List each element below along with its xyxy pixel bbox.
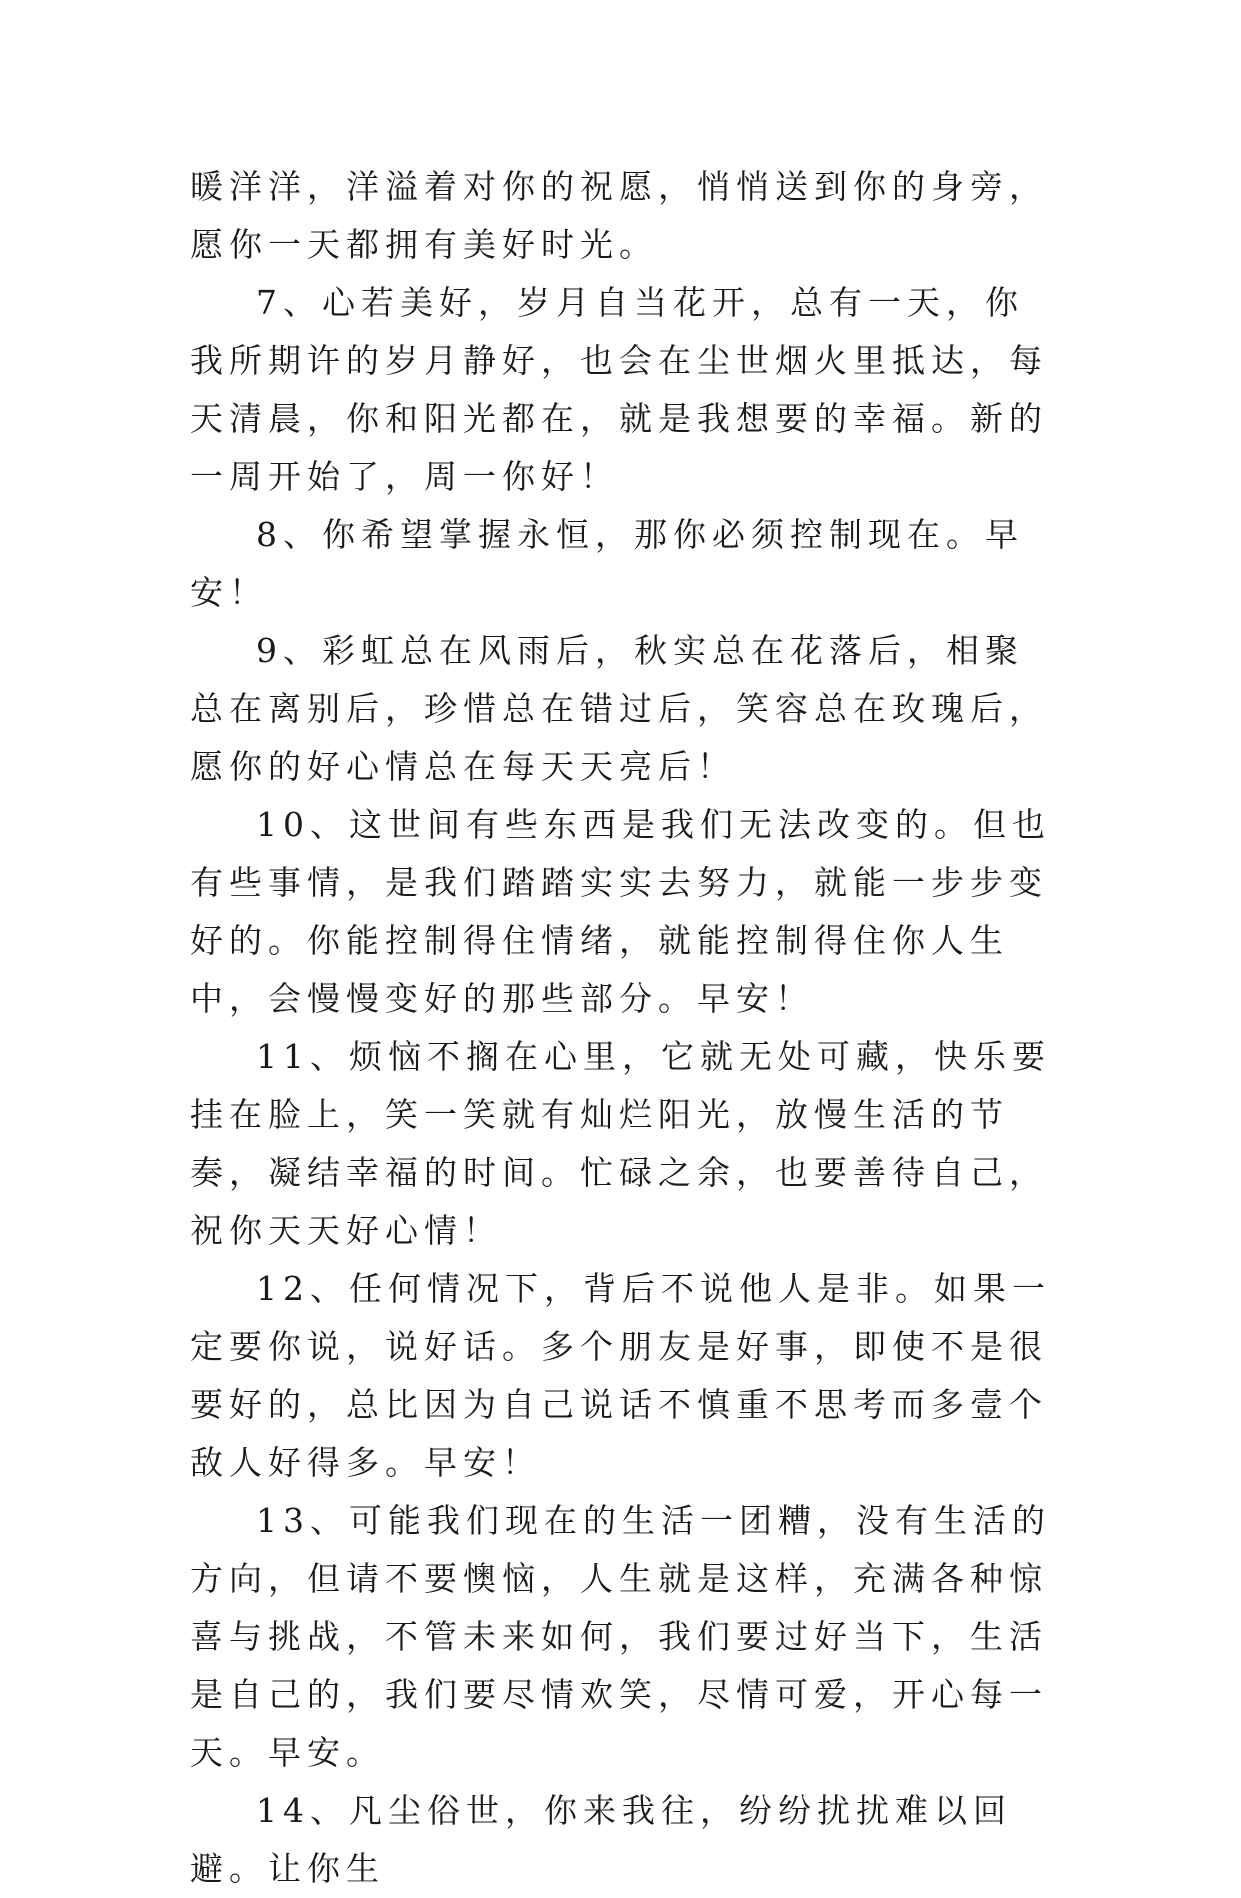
document-body [190,158,1060,1898]
paragraph-item-12: 12、任何情况下，背后不说他人是非。如果一定要你说，说好话。多个朋友是好事，即使不是很要好的，总比因为自己说话不慎重不思考而多壹个敌人好得多。早安！ [190,1269,1051,1482]
paragraph-item-7: 7、心若美好，岁月自当花开，总有一天，你我所期许的岁月静好，也会在尘世烟火里抵达，每天清晨，你和阳光都在，就是我想要的幸福。新的一周开始了，周一你好！ [190,283,1048,496]
paragraph-item-14: 14、凡尘俗世，你来我往，纷纷扰扰难以回避。让你生 [190,1791,1012,1888]
paragraph-item-9: 9、彩虹总在风雨后，秋实总在花落后，相聚总在离别后，珍惜总在错过后，笑容总在玫瑰后，愿你的好心情总在每天天亮后！ [190,631,1048,786]
paragraph-continuation: 暖洋洋，洋溢着对你的祝愿，悄悄送到你的身旁，愿你一天都拥有美好时光。 [190,167,1048,264]
paragraph-item-10: 10、这世间有些东西是我们无法改变的。但也有些事情，是我们踏踏实实去努力，就能一步步变好的。你能控制得住情绪，就能控制得住你人生中，会慢慢变好的那些部分。早安！ [190,805,1051,1018]
paragraph-item-11: 11、烦恼不搁在心里，它就无处可藏，快乐要挂在脸上，笑一笑就有灿烂阳光，放慢生活的节奏，凝结幸福的时间。忙碌之余，也要善待自己，祝你天天好心情！ [190,1037,1051,1250]
paragraph-item-13: 13、可能我们现在的生活一团糟，没有生活的方向，但请不要懊恼，人生就是这样，充满各种惊喜与挑战，不管未来如何，我们要过好当下，生活是自己的，我们要尽情欢笑，尽情可爱，开心每一天。早安。 [190,1501,1051,1772]
paragraph-item-8: 8、你希望掌握永恒，那你必须控制现在。早安！ [190,515,1024,612]
